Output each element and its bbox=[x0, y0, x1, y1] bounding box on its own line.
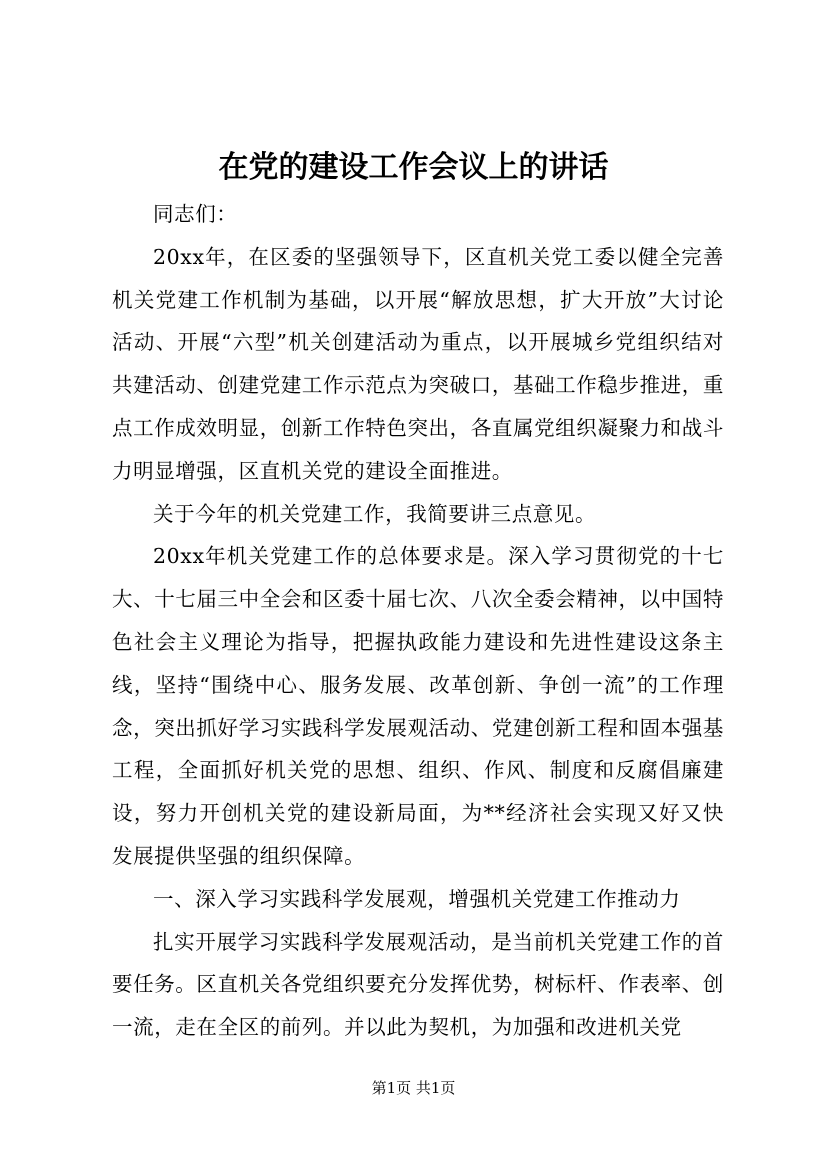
section-heading: 一、深入学习实践科学发展观，增强机关党建工作推动力 bbox=[153, 886, 681, 911]
paragraph: 关于今年的机关党建工作，我简要讲三点意见。 bbox=[153, 501, 597, 526]
document-body bbox=[112, 193, 724, 1049]
document-title: 在党的建设工作会议上的讲话 bbox=[218, 150, 609, 185]
salutation: 同志们： bbox=[153, 202, 238, 226]
paragraph: 20xx年机关党建工作的总体要求是。深入学习贯彻党的十七大、十七届三中全会和区委十届七次、八次全委会精神，以中国特色社会主义理论为指导，把握执政能力建设和先进性建设这条主线，坚持“围绕中心、服务发展、改革创新、争创一流”的工作理念，突出抓好学习实践科学发展观活动、党建创新工程和固本强基工程，全面抓好机关党的思想、组织、作风、制度和反腐倡廉建设，努力开创机关党的建设新局面，为**经济社会实现又好又快发展提供坚强的组织保障。 bbox=[112, 544, 724, 868]
page-footer: 第1页 共1页 bbox=[371, 1079, 456, 1097]
paragraph: 扎实开展学习实践科学发展观活动，是当前机关党建工作的首要任务。区直机关各党组织要充分发挥优势，树标杆、作表率、创一流，走在全区的前列。并以此为契机，为加强和改进机关党 bbox=[112, 929, 724, 1040]
paragraph: 20xx年，在区委的坚强领导下，区直机关党工委以健全完善机关党建工作机制为基础，以开展“解放思想，扩大开放”大讨论活动、开展“六型”机关创建活动为重点，以开展城乡党组织结对共建活动、创建党建工作示范点为突破口，基础工作稳步推进，重点工作成效明显，创新工作特色突出，各直属党组织凝聚力和战斗力明显增强，区直机关党的建设全面推进。 bbox=[112, 244, 724, 483]
